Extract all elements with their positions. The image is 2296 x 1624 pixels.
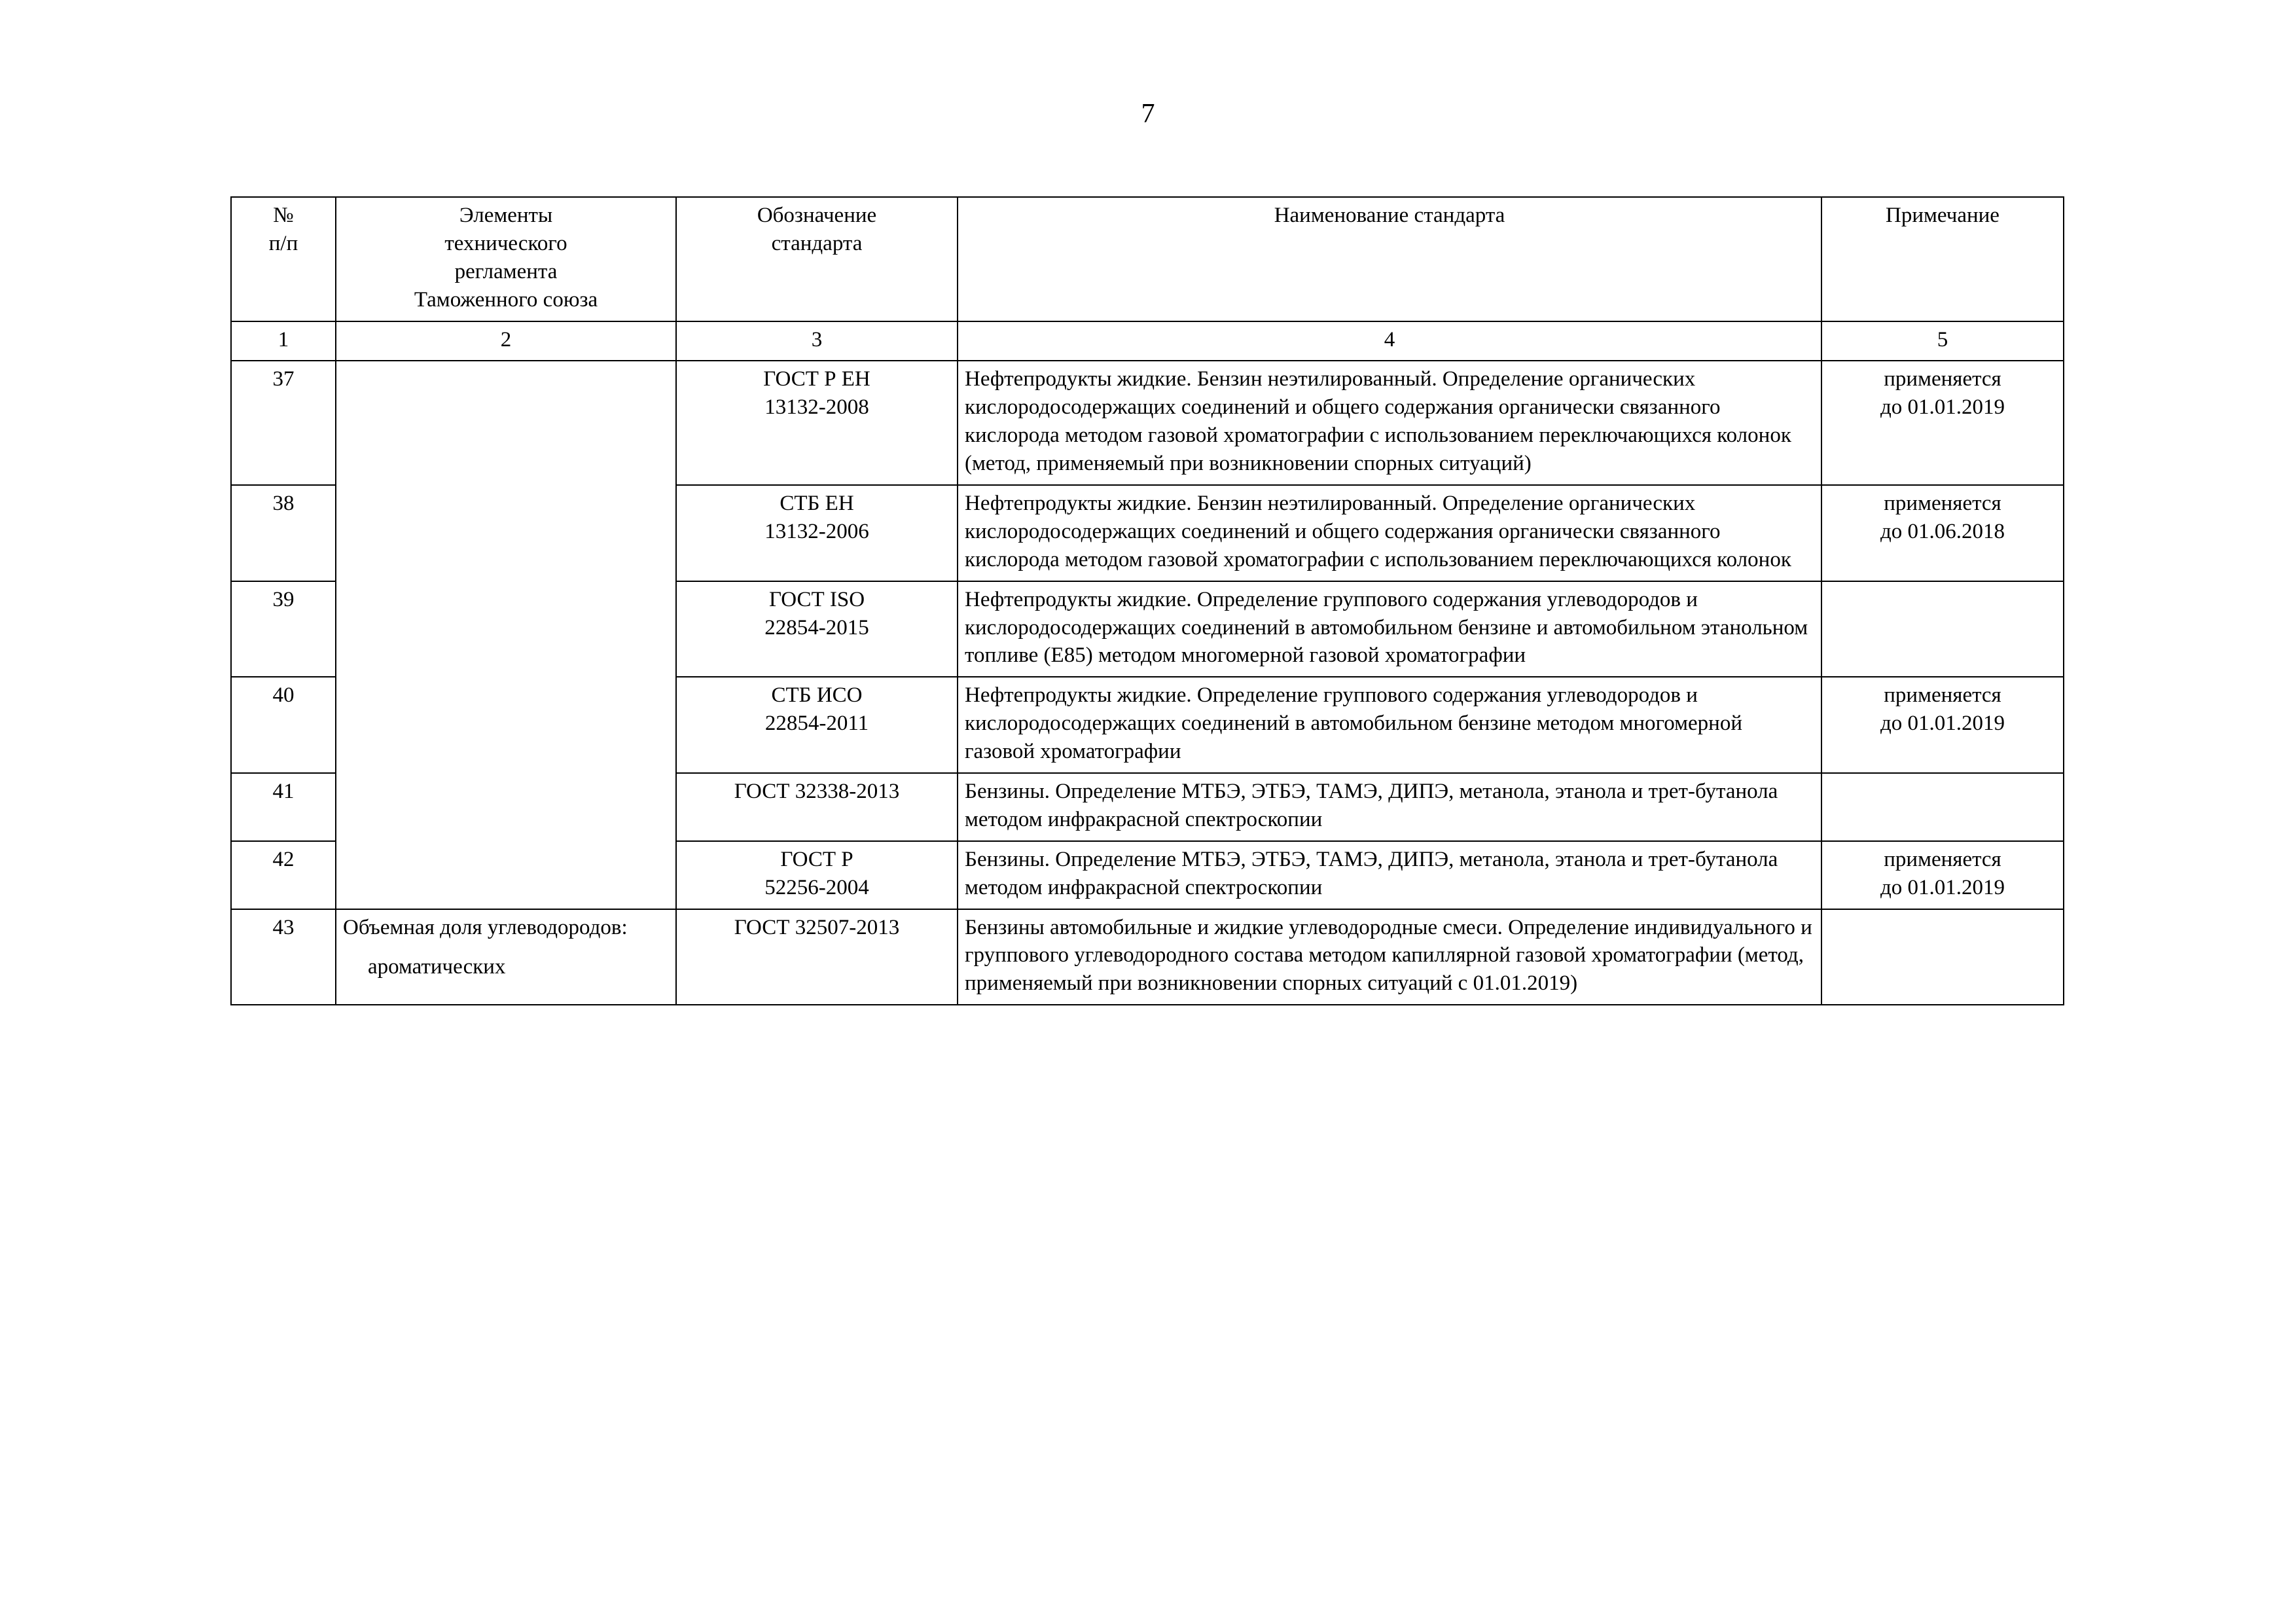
header-cell-note: Примечание [1821,197,2064,321]
row-number: 42 [231,841,336,909]
standards-table [230,196,2064,1005]
row-standard-name: Нефтепродукты жидкие. Определение группового содержания углеводородов и кислородосодержащих соединений в автомобильном бензине методом многомерной газовой хроматографии [958,677,1821,773]
header-cell-name: Наименование стандарта [958,197,1821,321]
row-element [336,361,676,909]
row-standard-name: Бензины автомобильные и жидкие углеводородные смеси. Определение индивидуального и группового углеводородного состава методом капиллярной газовой хроматографии (метод, применяемый при возникновении спорных ситуаций с 01.01.2019) [958,909,1821,1005]
row-number: 37 [231,361,336,485]
column-number-5: 5 [1821,321,2064,361]
page-number: 7 [1141,99,1155,129]
table-header-row [231,197,2064,321]
row-number: 40 [231,677,336,773]
column-number-3: 3 [676,321,958,361]
row-note [1821,581,2064,677]
table-row [231,361,2064,485]
row-number: 38 [231,485,336,581]
table-column-numbers-row [231,321,2064,361]
header-cell-number: № п/п [231,197,336,321]
row-designation: ГОСТ Р ЕН 13132-2008 [676,361,958,485]
row-designation: ГОСТ 32507-2013 [676,909,958,1005]
row-note: применяется до 01.01.2019 [1821,677,2064,773]
header-cell-designation: Обозначение стандарта [676,197,958,321]
column-number-1: 1 [231,321,336,361]
standards-table-wrapper [230,196,2063,1005]
row-standard-name: Нефтепродукты жидкие. Бензин неэтилированный. Определение органических кислородосодержащих соединений и общего содержания органически связанного кислорода методом газовой хроматографии с использованием переключающихся колонок [958,485,1821,581]
row-standard-name: Бензины. Определение МТБЭ, ЭТБЭ, ТАМЭ, ДИПЭ, метанола, этанола и трет-бутанола методом инфракрасной спектроскопии [958,841,1821,909]
row-number: 39 [231,581,336,677]
row-note: применяется до 01.01.2019 [1821,841,2064,909]
row-standard-name: Нефтепродукты жидкие. Определение группового содержания углеводородов и кислородосодержащих соединений в автомобильном бензине и автомобильном этанольном топливе (Е85) методом многомерной газовой хроматографии [958,581,1821,677]
row-element: Объемная доля углеводородов: ароматических [336,909,676,1005]
row-designation: СТБ ЕН 13132-2006 [676,485,958,581]
row-note [1821,773,2064,841]
row-number: 43 [231,909,336,1005]
row-designation: ГОСТ Р 52256-2004 [676,841,958,909]
header-cell-elements: Элементы технического регламента Таможенного союза [336,197,676,321]
row-standard-name: Нефтепродукты жидкие. Бензин неэтилированный. Определение органических кислородосодержащих соединений и общего содержания органически связанного кислорода методом газовой хроматографии с использованием переключающихся колонок (метод, применяемый при возникновении спорных ситуаций) [958,361,1821,485]
row-note [1821,909,2064,1005]
row-designation: ГОСТ ISO 22854-2015 [676,581,958,677]
column-number-4: 4 [958,321,1821,361]
row-designation: СТБ ИСО 22854-2011 [676,677,958,773]
table-row [231,909,2064,1005]
column-number-2: 2 [336,321,676,361]
row-number: 41 [231,773,336,841]
row-note: применяется до 01.06.2018 [1821,485,2064,581]
row-note: применяется до 01.01.2019 [1821,361,2064,485]
row-standard-name: Бензины. Определение МТБЭ, ЭТБЭ, ТАМЭ, ДИПЭ, метанола, этанола и трет-бутанола методом инфракрасной спектроскопии [958,773,1821,841]
row-designation: ГОСТ 32338-2013 [676,773,958,841]
